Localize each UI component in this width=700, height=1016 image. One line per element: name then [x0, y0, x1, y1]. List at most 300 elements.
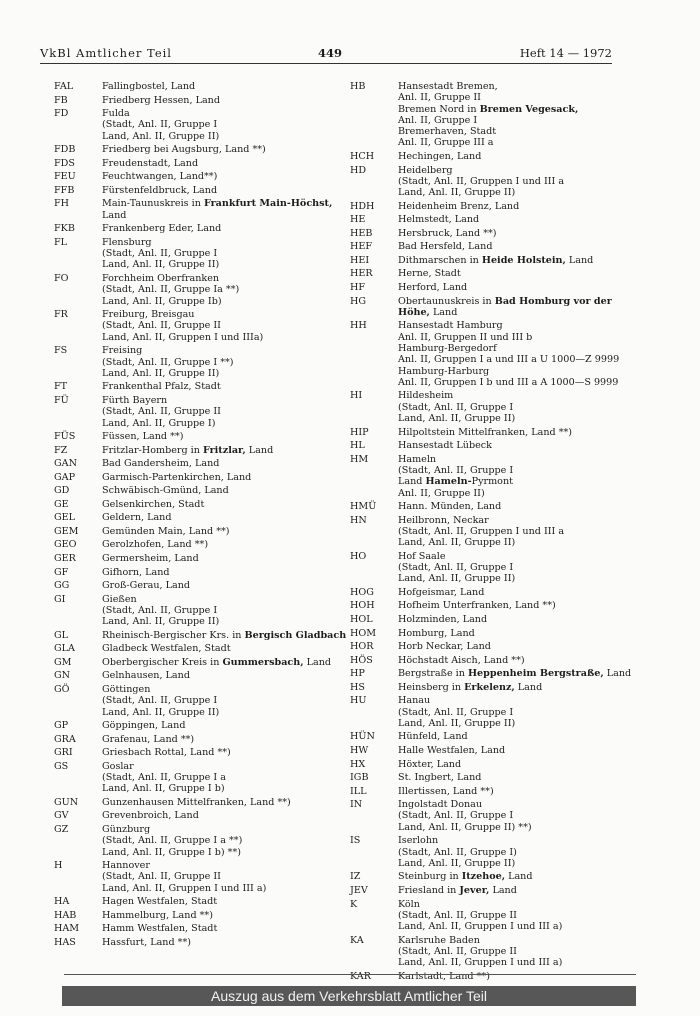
plate-code: GEL	[54, 512, 76, 524]
entry-line	[102, 320, 334, 331]
plate-code: HN	[350, 514, 367, 526]
entry-line	[102, 345, 334, 356]
plate-code: GI	[54, 593, 66, 605]
entry-line	[398, 822, 620, 833]
entry-line	[398, 501, 620, 512]
entry-line	[102, 499, 334, 510]
entry-text: Helmstedt, Land	[398, 214, 480, 226]
register-entry	[54, 720, 334, 731]
register-entry	[350, 268, 620, 279]
entry-text: Gunzenhausen Mittelfranken, Land **)	[102, 796, 291, 808]
entry-text: Anl. II, Gruppe III a	[398, 137, 494, 149]
plate-code: GEO	[54, 539, 77, 551]
entry-text: Hildesheim	[398, 390, 454, 402]
entry-text: Anl. II, Gruppen I a und III a U 1000—Z 9999	[398, 354, 620, 366]
right-column	[350, 81, 632, 984]
entry-line	[398, 551, 620, 562]
entry-text: Halle Westfalen, Land	[398, 744, 506, 756]
entry-text: Hann. Münden, Land	[398, 501, 502, 513]
entry-text: St. Ingbert, Land	[398, 772, 482, 784]
register-entry	[54, 458, 334, 469]
register-entry	[350, 165, 620, 199]
plate-code: HOR	[350, 641, 374, 653]
entry-line	[102, 485, 334, 496]
plate-code: HAS	[54, 936, 76, 948]
header-rule	[40, 63, 612, 64]
entry-line	[102, 707, 334, 718]
entry-text: Heinsberg in	[398, 681, 465, 693]
entry-line	[102, 237, 334, 248]
register-entry	[54, 539, 334, 550]
entry-text: (Stadt, Anl. II, Gruppe II	[102, 320, 221, 332]
entry-line	[398, 343, 620, 354]
register-entry	[54, 81, 334, 92]
entry-line	[102, 185, 334, 196]
plate-code: GV	[54, 810, 69, 822]
entry-place-bold: Höhe,	[398, 306, 430, 318]
entry-text: Freising	[102, 345, 143, 357]
plate-code: GD	[54, 485, 70, 497]
register-entry	[54, 395, 334, 429]
plate-code: FFB	[54, 184, 75, 196]
entry-line	[398, 628, 620, 639]
entry-text: Geldern, Land	[102, 512, 172, 524]
entry-line	[102, 198, 334, 209]
plate-code: GS	[54, 760, 69, 772]
plate-code: K	[350, 898, 358, 910]
register-entry	[54, 345, 334, 379]
entry-text: Hamburg-Harburg	[398, 365, 490, 377]
register-entry	[54, 734, 334, 745]
entry-text: Heidelberg	[398, 164, 453, 176]
plate-code: HEF	[350, 241, 373, 253]
plate-code: HIP	[350, 426, 369, 438]
register-entry	[350, 971, 620, 982]
register-entry	[350, 81, 620, 149]
register-entry	[350, 731, 620, 742]
entry-line	[102, 772, 334, 783]
plate-code: FÜ	[54, 394, 69, 406]
plate-code: HD	[350, 164, 367, 176]
entry-text: (Stadt, Anl. II, Gruppe I	[102, 604, 218, 616]
plate-code: FEU	[54, 171, 76, 183]
plate-code: GL	[54, 629, 69, 641]
entry-text: Land	[398, 476, 426, 488]
plate-code: FDB	[54, 144, 76, 156]
register-entry	[350, 885, 620, 896]
entry-text: Obertaunuskreis in	[398, 295, 495, 307]
plate-code: KAR	[350, 970, 371, 982]
plate-code: FR	[54, 309, 68, 321]
register-entry	[54, 171, 334, 182]
plate-code: GAP	[54, 471, 76, 483]
entry-text: Goslar	[102, 760, 134, 772]
register-entry	[54, 445, 334, 456]
entry-line	[102, 309, 334, 320]
register-entry	[54, 526, 334, 537]
entry-line	[398, 600, 620, 611]
entry-line	[398, 772, 620, 783]
plate-code: GP	[54, 720, 69, 732]
register-entry	[350, 772, 620, 783]
entry-text: Flensburg	[102, 236, 152, 248]
plate-code: GRI	[54, 747, 73, 759]
entry-text: Gelsenkirchen, Stadt	[102, 498, 205, 510]
register-entry	[54, 937, 334, 948]
entry-line	[102, 797, 334, 808]
entry-place-bold: Bremen Vegesack,	[479, 103, 579, 115]
entry-text: Hof Saale	[398, 550, 446, 562]
entry-line	[398, 187, 620, 198]
entry-text: Göttingen	[102, 683, 151, 695]
plate-code: KA	[350, 934, 364, 946]
plate-code: HB	[350, 81, 366, 92]
entry-line	[102, 472, 334, 483]
entry-text: Fulda	[102, 108, 130, 120]
plate-code: HE	[350, 214, 366, 226]
entry-line	[398, 307, 620, 318]
plate-code: GÖ	[54, 683, 70, 695]
entry-line	[398, 440, 620, 451]
plate-code: HG	[350, 295, 367, 307]
plate-code: HI	[350, 390, 363, 402]
register-entry	[350, 799, 620, 833]
entry-text: Freiburg, Breisgau	[102, 309, 195, 321]
entry-line	[102, 259, 334, 270]
entry-text: Hameln	[398, 453, 437, 465]
entry-text: Karlstadt, Land **)	[398, 970, 490, 982]
entry-text: Freudenstadt, Land	[102, 157, 199, 169]
plate-code: GE	[54, 498, 69, 510]
entry-text: Göppingen, Land	[102, 720, 186, 732]
entry-text: Frankenberg Eder, Land	[102, 223, 222, 235]
plate-code: GRA	[54, 733, 76, 745]
entry-line	[398, 871, 620, 882]
register-entry	[350, 835, 620, 869]
register-entry	[350, 296, 620, 319]
entry-line	[102, 783, 334, 794]
entry-line	[398, 390, 620, 401]
entry-line	[398, 413, 620, 424]
entry-text: Pyrmont	[471, 476, 513, 488]
plate-code: HOG	[350, 586, 374, 598]
plate-code: GM	[54, 656, 72, 668]
plate-code: IGB	[350, 772, 369, 784]
entry-line	[398, 668, 632, 680]
entry-line	[398, 899, 620, 910]
plate-code: HW	[350, 744, 369, 756]
entry-text: Anl. II, Gruppen I b und III a A 1000—S 9999	[398, 376, 619, 388]
entry-line	[102, 95, 334, 106]
entry-line	[102, 431, 334, 442]
entry-text: Land	[303, 656, 332, 668]
entry-line	[398, 587, 620, 598]
entry-line	[102, 910, 334, 921]
entry-line	[102, 720, 334, 731]
entry-text: Land, Anl. II, Gruppe II)	[102, 616, 220, 628]
entry-line	[102, 526, 334, 537]
plate-code: FB	[54, 94, 68, 106]
register-entry	[54, 910, 334, 921]
entry-line	[102, 395, 334, 406]
entry-text: (Stadt, Anl. II, Gruppe I	[102, 119, 218, 131]
register-entry	[54, 896, 334, 907]
entry-text: Füssen, Land **)	[102, 431, 184, 443]
entry-text: Hünfeld, Land	[398, 731, 468, 743]
entry-line	[398, 885, 620, 896]
register-entry	[54, 431, 334, 442]
entry-place-bold: Hameln-	[425, 476, 472, 488]
entry-line	[102, 567, 334, 578]
entry-place-bold: Itzehoe,	[461, 871, 506, 883]
entry-line	[398, 296, 620, 307]
plate-code: FÜS	[54, 431, 76, 443]
register-entry	[54, 237, 334, 271]
entry-line	[398, 255, 620, 266]
entry-line	[398, 731, 620, 742]
register-entry	[54, 309, 334, 343]
register-entry	[350, 668, 632, 680]
register-entry	[350, 587, 620, 598]
entry-line	[398, 921, 620, 932]
plate-code: HOH	[350, 600, 375, 612]
entry-text: Land, Anl. II, Gruppe II)	[102, 367, 220, 379]
entry-line	[102, 458, 334, 469]
entry-text: Land, Anl. II, Gruppe II) **)	[398, 821, 532, 833]
entry-text: Hilpoltstein Mittelfranken, Land **)	[398, 426, 573, 438]
plate-code: GEM	[54, 525, 79, 537]
plate-code: HF	[350, 282, 366, 293]
entry-text: Land	[565, 254, 594, 266]
entry-text: Land, Anl. II, Gruppe II)	[102, 706, 220, 718]
plate-code: FAL	[54, 81, 74, 92]
register-entry	[54, 499, 334, 510]
entry-text: Illertissen, Land **)	[398, 785, 494, 797]
plate-code: FKB	[54, 223, 75, 235]
entry-text: Main-Taunuskreis in	[102, 198, 204, 210]
entry-text: Ingolstadt Donau	[398, 799, 483, 811]
entry-line	[102, 747, 334, 758]
plate-code: HH	[350, 320, 367, 332]
entry-line	[102, 594, 334, 605]
entry-text: Hechingen, Land	[398, 151, 482, 163]
entry-text: Hansestadt Lübeck	[398, 440, 492, 452]
plate-code: HAM	[54, 923, 80, 935]
entry-text: Köln	[398, 898, 420, 910]
entry-line	[102, 171, 334, 182]
entry-line	[102, 835, 334, 846]
entry-line	[398, 366, 620, 377]
entry-text: Gelnhausen, Land	[102, 670, 190, 682]
entry-line	[398, 488, 620, 499]
entry-text: Garmisch-Partenkirchen, Land	[102, 471, 252, 483]
entry-text: Land	[505, 871, 533, 883]
entry-line	[398, 268, 620, 279]
register-entry	[350, 427, 620, 438]
entry-line	[398, 745, 620, 756]
register-entry	[54, 684, 334, 718]
plate-code: HEI	[350, 254, 370, 266]
entry-text: (Stadt, Anl. II, Gruppe II	[102, 871, 221, 883]
entry-text: Gießen	[102, 593, 137, 605]
plate-code: GG	[54, 580, 70, 592]
entry-place-bold: Bad Homburg vor der	[494, 295, 612, 307]
entry-text: (Stadt, Anl. II, Gruppen I und III a	[398, 525, 565, 537]
left-column	[54, 81, 347, 950]
entry-text: Gladbeck Westfalen, Stadt	[102, 643, 231, 655]
entry-line	[102, 223, 334, 234]
entry-line	[398, 526, 620, 537]
register-entry	[350, 759, 620, 770]
entry-line	[102, 210, 334, 221]
entry-line	[398, 695, 620, 706]
plate-code: HL	[350, 440, 365, 452]
plate-code: FS	[54, 345, 68, 357]
plate-code: HER	[350, 268, 373, 280]
entry-line	[102, 643, 334, 654]
entry-line	[398, 427, 620, 438]
entry-text: Steinburg in	[398, 871, 462, 883]
register-entry	[54, 512, 334, 523]
entry-line	[102, 332, 334, 343]
entry-text: Land, Anl. II, Gruppe II)	[102, 259, 220, 271]
entry-line	[398, 282, 620, 293]
register-entry	[54, 158, 334, 169]
entry-line	[398, 655, 620, 666]
entry-place-bold: Jever,	[459, 885, 490, 896]
entry-text: (Stadt, Anl. II, Gruppe I	[398, 464, 514, 476]
entry-line	[398, 847, 620, 858]
entry-line	[398, 165, 620, 176]
register-entry	[54, 223, 334, 234]
footer-rule	[64, 974, 636, 975]
entry-line	[102, 883, 334, 894]
entry-line	[102, 368, 334, 379]
plate-code: HP	[350, 668, 365, 680]
entry-text: (Stadt, Anl. II, Gruppe II	[398, 945, 517, 957]
plate-code: GAN	[54, 458, 77, 470]
entry-line	[102, 657, 334, 668]
entry-text: Land	[102, 209, 127, 221]
register-entry	[54, 643, 334, 654]
entry-line	[398, 354, 620, 365]
plate-code: HMÜ	[350, 501, 377, 513]
plate-code: HÖS	[350, 654, 373, 666]
entry-text: Homburg, Land	[398, 627, 475, 639]
entry-text: Friedberg bei Augsburg, Land **)	[102, 144, 266, 156]
entry-text: Germersheim, Land	[102, 552, 199, 564]
plate-code: HOL	[350, 614, 373, 626]
entry-text: (Stadt, Anl. II, Gruppe I	[398, 401, 514, 413]
plate-code: H	[54, 860, 63, 872]
plate-code: GF	[54, 566, 69, 578]
register-entry	[350, 255, 620, 266]
entry-line	[102, 406, 334, 417]
register-entry	[54, 567, 334, 578]
entry-text: Dithmarschen in	[398, 254, 482, 266]
entry-text: (Stadt, Anl. II, Gruppe II	[102, 406, 221, 418]
entry-text: Hansestadt Bremen,	[398, 81, 498, 92]
entry-line	[102, 158, 334, 169]
entry-line	[398, 151, 620, 162]
entry-text: Gifhorn, Land	[102, 566, 170, 578]
entry-line	[398, 562, 620, 573]
plate-code: ILL	[350, 785, 367, 797]
entry-line	[102, 248, 334, 259]
entry-line	[102, 937, 334, 948]
entry-line	[398, 786, 620, 797]
register-entry	[54, 553, 334, 564]
register-entry	[350, 320, 620, 388]
entry-line	[102, 445, 334, 456]
entry-text: (Stadt, Anl. II, Gruppe I	[398, 706, 514, 718]
register-entry	[350, 454, 620, 499]
register-entry	[54, 797, 334, 808]
entry-text: Land, Anl. II, Gruppe II)	[398, 717, 516, 729]
register-entry	[350, 151, 620, 162]
register-entry	[350, 935, 620, 969]
plate-code: HM	[350, 453, 369, 465]
entry-line	[102, 824, 334, 835]
entry-line	[102, 131, 334, 142]
entry-text: Forchheim Oberfranken	[102, 272, 220, 284]
entry-text: Land, Anl. II, Gruppen I und IIIa)	[102, 331, 264, 343]
plate-code: GZ	[54, 823, 69, 835]
plate-code: HU	[350, 695, 367, 707]
entry-text: Bremerhaven, Stadt	[398, 126, 497, 138]
plate-code: GN	[54, 670, 71, 682]
plate-code: HS	[350, 681, 365, 693]
plate-code: GLA	[54, 643, 75, 655]
plate-code: FT	[54, 381, 68, 393]
entry-text: Schwäbisch-Gmünd, Land	[102, 485, 229, 497]
register-entry	[350, 282, 620, 293]
register-entry	[54, 108, 334, 142]
plate-code: HEB	[350, 227, 373, 239]
entry-text: (Stadt, Anl. II, Gruppe I)	[398, 846, 517, 858]
entry-line	[102, 357, 334, 368]
register-entry	[350, 551, 620, 585]
entry-line	[102, 580, 334, 591]
entry-text: Land, Anl. II, Gruppe I b)	[102, 783, 225, 795]
entry-line	[102, 896, 334, 907]
entry-text: Höxter, Land	[398, 758, 462, 770]
register-entry	[54, 273, 334, 307]
entry-line	[102, 296, 334, 307]
entry-line	[398, 718, 620, 729]
register-entry	[350, 871, 620, 882]
entry-text: Land	[514, 681, 543, 693]
entry-text: (Stadt, Anl. II, Gruppe I a	[102, 772, 226, 784]
entry-place-bold: Gummersbach,	[222, 656, 304, 668]
entry-text: Gemünden Main, Land **)	[102, 525, 230, 537]
register-entry	[350, 745, 620, 756]
register-entry	[350, 214, 620, 225]
register-entry	[54, 629, 347, 641]
issue-label: Heft 14 — 1972	[519, 46, 612, 60]
plate-code: FO	[54, 272, 69, 284]
entry-text: (Stadt, Anl. II, Gruppe I	[398, 810, 514, 822]
plate-code: HA	[54, 896, 70, 908]
entry-text: Hersbruck, Land **)	[398, 227, 497, 239]
entry-text: Hassfurt, Land **)	[102, 936, 191, 948]
entry-line	[398, 454, 620, 465]
entry-line	[102, 273, 334, 284]
entry-text: Heidenheim Brenz, Land	[398, 200, 520, 212]
entry-line	[102, 629, 347, 641]
entry-line	[398, 910, 620, 921]
register-entry	[54, 594, 334, 628]
